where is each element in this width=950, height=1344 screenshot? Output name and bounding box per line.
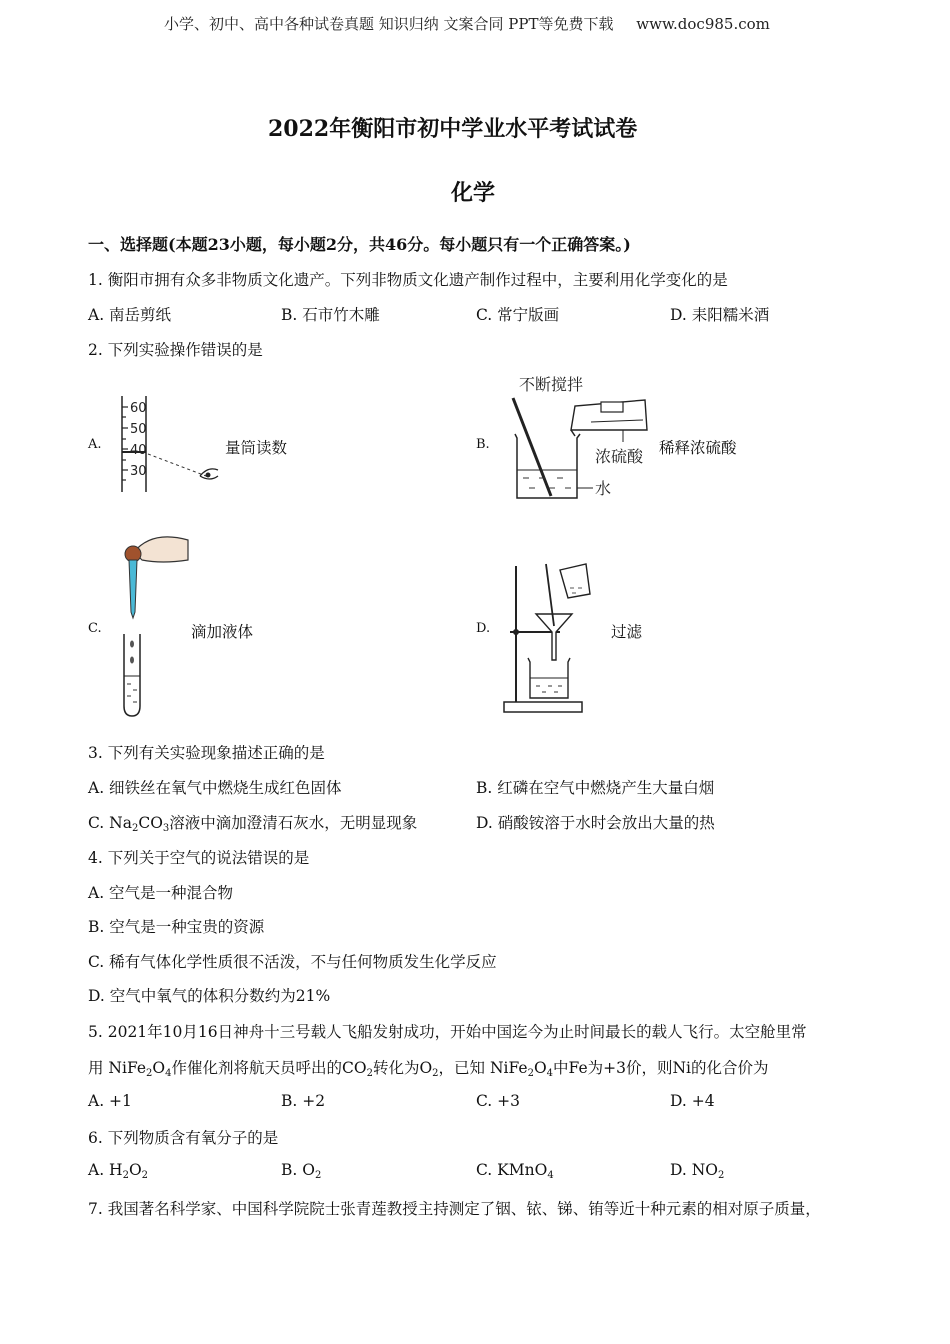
- question-2-stem: 2. 下列实验操作错误的是: [88, 341, 263, 359]
- eye-icon: [200, 469, 218, 479]
- question-3-stem: 3. 下列有关实验现象描述正确的是: [88, 744, 325, 762]
- header-banner: [164, 13, 770, 34]
- question-3-option-a: A. 细铁丝在氧气中燃烧生成红色固体: [88, 779, 342, 797]
- header-text: 小学、初中、高中各种试卷真题 知识归纳 文案合同 PPT等免费下载: [164, 15, 614, 33]
- question-4-option-a: A. 空气是一种混合物: [88, 884, 234, 902]
- question-4-option-c: C. 稀有气体化学性质很不活泼，不与任何物质发生化学反应: [88, 953, 497, 971]
- stir-label: 不断搅拌: [519, 375, 584, 394]
- question-1-option-c: C. 常宁版画: [476, 306, 560, 324]
- question-4-option-b: B. 空气是一种宝贵的资源: [88, 918, 265, 936]
- question-1-stem: 1. 衡阳市拥有众多非物质文化遗产。下列非物质文化遗产制作过程中，主要利用化学变化的是: [88, 271, 728, 289]
- question-3-option-b: B. 红磷在空气中燃烧产生大量白烟: [476, 779, 715, 797]
- question-6-option-c: C. KMnO$_4$: [476, 1161, 554, 1181]
- cylinder-tick-40: 40: [130, 443, 147, 458]
- question-1-option-b: B. 石市竹木雕: [281, 306, 380, 324]
- hand-icon: [134, 537, 188, 562]
- question-6-option-d: D. $NO_2$: [670, 1161, 725, 1181]
- exam-title: 2022年衡阳市初中学业水平考试试卷: [268, 116, 638, 142]
- question-2-option-d-letter: D.: [476, 621, 491, 636]
- header-url[interactable]: www.doc985.com: [636, 15, 770, 33]
- question-2-option-c-caption: 滴加液体: [191, 623, 254, 641]
- question-6-option-a: A. $H_2O_2$: [88, 1161, 149, 1181]
- question-5-stem-line1: 5. 2021年10月16日神舟十三号载人飞船发射成功，开始中国迄今为止时间最长的载人飞行。太空舱里常: [88, 1023, 807, 1041]
- question-3-option-d: D. 硝酸铵溶于水时会放出大量的热: [476, 814, 715, 832]
- question-5-option-b: B. +2: [281, 1092, 326, 1110]
- question-1-option-a: A. 南岳剪纸: [88, 306, 172, 324]
- graduated-cylinder-figure: [112, 392, 230, 498]
- acid-label: 浓硫酸: [595, 447, 644, 466]
- cylinder-tick-50: 50: [130, 422, 147, 437]
- question-2-option-a-letter: A.: [88, 437, 102, 452]
- question-7-stem: 7. 我国著名科学家、中国科学院院士张青莲教授主持测定了铟、铱、锑、铕等近十种元素的相对原子质量，: [88, 1200, 821, 1218]
- water-label: 水: [595, 479, 612, 498]
- filtration-figure: [500, 560, 592, 718]
- question-4-stem: 4. 下列关于空气的说法错误的是: [88, 849, 310, 867]
- question-2-option-c-letter: C.: [88, 621, 102, 636]
- cylinder-tick-60: 60: [130, 401, 147, 416]
- question-6-stem: 6. 下列物质含有氧分子的是: [88, 1129, 279, 1147]
- question-2-option-b-letter: B.: [476, 437, 490, 452]
- question-5-stem-line2: 用 $NiFe_2O_4$作催化剂将航天员呼出的$CO_2$转化为$O_2$，已知 $NiFe_2O_4$中Fe为+3价，则Ni的化合价为: [88, 1059, 769, 1079]
- cylinder-tick-30: 30: [130, 464, 147, 479]
- question-2-option-d-caption: 过滤: [611, 623, 643, 641]
- question-2-option-a-caption: 量筒读数: [225, 439, 288, 457]
- question-6-option-b: B. $O_2$: [281, 1161, 322, 1181]
- subject-title: 化学: [451, 180, 496, 206]
- question-2-option-b-caption: 稀释浓硫酸: [659, 439, 737, 457]
- question-5-option-a: A. +1: [88, 1092, 132, 1110]
- question-3-option-c: C. $Na_2CO_3$溶液中滴加澄清石灰水，无明显现象: [88, 814, 418, 834]
- dilute-acid-figure: [505, 372, 657, 506]
- question-1-option-d: D. 耒阳糯米酒: [670, 306, 770, 324]
- question-4-option-d: D. 空气中氧气的体积分数约为21%: [88, 987, 331, 1005]
- section-heading: 一、选择题(本题23小题，每小题2分，共46分。每小题只有一个正确答案。): [88, 235, 631, 254]
- dropper-figure: [112, 530, 194, 718]
- question-5-option-d: D. +4: [670, 1092, 715, 1110]
- question-5-option-c: C. +3: [476, 1092, 521, 1110]
